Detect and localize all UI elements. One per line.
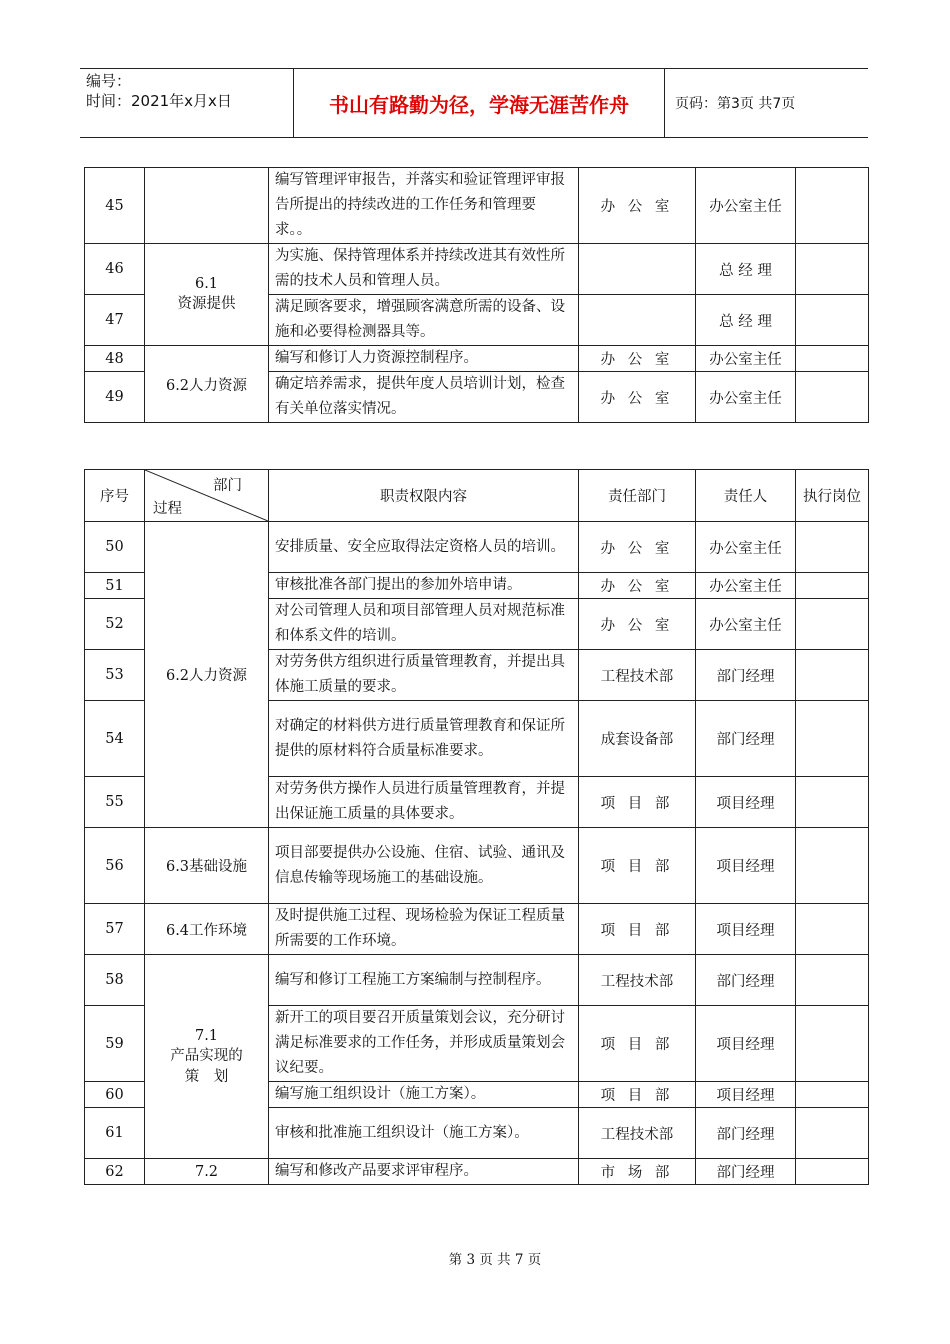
header-responsible-person: 责任人 xyxy=(696,470,796,522)
row-number: 47 xyxy=(85,295,145,346)
process-name: 产品实现的 xyxy=(170,1047,243,1064)
duty-content: 编写施工组织设计（施工方案）。 xyxy=(269,1082,579,1108)
executing-post xyxy=(796,1082,869,1108)
executing-post xyxy=(796,1159,869,1185)
duty-content: 编写管理评审报告，并落实和验证管理评审报告所提出的持续改进的工作任务和管理要求。。 xyxy=(269,168,579,244)
process-name-2: 策 划 xyxy=(184,1068,229,1085)
executing-post xyxy=(796,955,869,1006)
duty-content: 审核和批准施工组织设计（施工方案）。 xyxy=(269,1108,579,1159)
process-code: 7.1 xyxy=(194,1027,219,1044)
duty-content: 为实施、保持管理体系并持续改进其有效性所需的技术人员和管理人员。 xyxy=(269,244,579,295)
row-number: 45 xyxy=(85,168,145,244)
process-code: 6.1 xyxy=(194,276,219,292)
row-number: 51 xyxy=(85,573,145,599)
row-number: 56 xyxy=(85,828,145,904)
header-motto: 书山有路勤为径，学海无涯苦作舟 xyxy=(294,69,665,137)
executing-post xyxy=(796,650,869,701)
responsible-person: 办公室主任 xyxy=(696,346,796,372)
document-date: 时间：2021年x月x日 xyxy=(86,92,232,110)
process-cell xyxy=(145,955,269,1159)
duty-content: 新开工的项目要召开质量策划会议，充分研讨满足标准要求的工作任务，并形成质量策划会议纪要。 xyxy=(269,1006,579,1082)
executing-post xyxy=(796,1108,869,1159)
table-row xyxy=(85,522,869,573)
executing-post xyxy=(796,573,869,599)
responsible-dept: 项 目 部 xyxy=(579,1006,696,1082)
page-header xyxy=(80,68,868,138)
responsible-person: 办公室主任 xyxy=(696,599,796,650)
table-header-row xyxy=(85,470,869,522)
header-number: 序号 xyxy=(85,470,145,522)
duty-content: 及时提供施工过程、现场检验为保证工程质量所需要的工作环境。 xyxy=(269,904,579,955)
duty-content: 编写和修订工程施工方案编制与控制程序。 xyxy=(269,955,579,1006)
responsible-person: 办公室主任 xyxy=(696,522,796,573)
responsible-person: 办公室主任 xyxy=(696,573,796,599)
responsible-dept: 工程技术部 xyxy=(579,650,696,701)
header-responsible-dept: 责任部门 xyxy=(579,470,696,522)
responsible-person: 办公室主任 xyxy=(696,168,796,244)
responsibility-table-main xyxy=(84,469,869,1185)
responsible-person: 部门经理 xyxy=(696,955,796,1006)
table-row xyxy=(85,168,869,244)
header-content: 职责权限内容 xyxy=(269,470,579,522)
row-number: 62 xyxy=(85,1159,145,1185)
responsible-dept: 项 目 部 xyxy=(579,1082,696,1108)
executing-post xyxy=(796,168,869,244)
responsible-dept xyxy=(579,244,696,295)
row-number: 50 xyxy=(85,522,145,573)
duty-content: 满足顾客要求，增强顾客满意所需的设备、设施和必要得检测器具等。 xyxy=(269,295,579,346)
duty-content: 安排质量、安全应取得法定资格人员的培训。 xyxy=(269,522,579,573)
page-footer: 第 3 页 共 7 页 xyxy=(448,1252,542,1268)
header-meta xyxy=(80,69,294,137)
executing-post xyxy=(796,828,869,904)
row-number: 49 xyxy=(85,372,145,423)
process-cell: 7.2 xyxy=(145,1159,269,1185)
duty-content: 对劳务供方组织进行质量管理教育，并提出具体施工质量的要求。 xyxy=(269,650,579,701)
responsible-dept: 办 公 室 xyxy=(579,346,696,372)
header-dept-process xyxy=(145,470,269,522)
executing-post xyxy=(796,346,869,372)
responsible-person: 部门经理 xyxy=(696,1159,796,1185)
duty-content: 对确定的材料供方进行质量管理教育和保证所提供的原材料符合质量标准要求。 xyxy=(269,701,579,777)
header-page-number: 页码：第3页 共7页 xyxy=(675,96,796,112)
row-number: 61 xyxy=(85,1108,145,1159)
responsible-dept: 工程技术部 xyxy=(579,1108,696,1159)
responsible-person: 部门经理 xyxy=(696,1108,796,1159)
executing-post xyxy=(796,1006,869,1082)
process-cell xyxy=(145,168,269,244)
responsible-person: 总 经 理 xyxy=(696,244,796,295)
executing-post xyxy=(796,295,869,346)
responsible-person: 项目经理 xyxy=(696,828,796,904)
row-number: 57 xyxy=(85,904,145,955)
header-process-label: 过程 xyxy=(153,501,182,517)
responsible-dept xyxy=(579,295,696,346)
executing-post xyxy=(796,904,869,955)
responsible-dept: 办 公 室 xyxy=(579,168,696,244)
row-number: 60 xyxy=(85,1082,145,1108)
responsible-dept: 工程技术部 xyxy=(579,955,696,1006)
responsible-person: 项目经理 xyxy=(696,777,796,828)
duty-content: 编写和修改产品要求评审程序。 xyxy=(269,1159,579,1185)
executing-post xyxy=(796,599,869,650)
responsible-dept: 办 公 室 xyxy=(579,372,696,423)
row-number: 53 xyxy=(85,650,145,701)
table-row xyxy=(85,346,869,372)
header-dept-label: 部门 xyxy=(213,478,242,494)
responsible-dept: 项 目 部 xyxy=(579,828,696,904)
responsible-dept: 项 目 部 xyxy=(579,904,696,955)
responsible-person: 项目经理 xyxy=(696,1006,796,1082)
executing-post xyxy=(796,244,869,295)
responsible-person: 办公室主任 xyxy=(696,372,796,423)
document-number: 编号： xyxy=(86,72,132,90)
table-row xyxy=(85,1159,869,1185)
table-row xyxy=(85,904,869,955)
duty-content: 项目部要提供办公设施、住宿、试验、通讯及信息传输等现场施工的基础设施。 xyxy=(269,828,579,904)
responsible-dept: 市 场 部 xyxy=(579,1159,696,1185)
responsible-person: 总 经 理 xyxy=(696,295,796,346)
responsible-person: 部门经理 xyxy=(696,650,796,701)
executing-post xyxy=(796,522,869,573)
process-cell: 6.3基础设施 xyxy=(145,828,269,904)
table-row xyxy=(85,828,869,904)
responsible-person: 部门经理 xyxy=(696,701,796,777)
responsible-dept: 办 公 室 xyxy=(579,573,696,599)
process-cell: 6.2人力资源 xyxy=(145,522,269,828)
process-name: 资源提供 xyxy=(177,296,236,312)
responsible-person: 项目经理 xyxy=(696,1082,796,1108)
duty-content: 对公司管理人员和项目部管理人员对规范标准和体系文件的培训。 xyxy=(269,599,579,650)
process-cell xyxy=(145,244,269,346)
responsible-dept: 成套设备部 xyxy=(579,701,696,777)
header-executing-post: 执行岗位 xyxy=(796,470,869,522)
responsible-person: 项目经理 xyxy=(696,904,796,955)
row-number: 52 xyxy=(85,599,145,650)
duty-content: 确定培养需求，提供年度人员培训计划，检查有关单位落实情况。 xyxy=(269,372,579,423)
responsible-dept: 项 目 部 xyxy=(579,777,696,828)
executing-post xyxy=(796,777,869,828)
duty-content: 编写和修订人力资源控制程序。 xyxy=(269,346,579,372)
executing-post xyxy=(796,372,869,423)
row-number: 59 xyxy=(85,1006,145,1082)
process-cell: 6.4工作环境 xyxy=(145,904,269,955)
table-row xyxy=(85,955,869,1006)
responsibility-table-top xyxy=(84,167,869,423)
duty-content: 对劳务供方操作人员进行质量管理教育，并提出保证施工质量的具体要求。 xyxy=(269,777,579,828)
executing-post xyxy=(796,701,869,777)
process-cell: 6.2人力资源 xyxy=(145,346,269,423)
row-number: 48 xyxy=(85,346,145,372)
duty-content: 审核批准各部门提出的参加外培申请。 xyxy=(269,573,579,599)
row-number: 55 xyxy=(85,777,145,828)
row-number: 46 xyxy=(85,244,145,295)
row-number: 58 xyxy=(85,955,145,1006)
row-number: 54 xyxy=(85,701,145,777)
table-row xyxy=(85,244,869,295)
responsible-dept: 办 公 室 xyxy=(579,599,696,650)
responsible-dept: 办 公 室 xyxy=(579,522,696,573)
